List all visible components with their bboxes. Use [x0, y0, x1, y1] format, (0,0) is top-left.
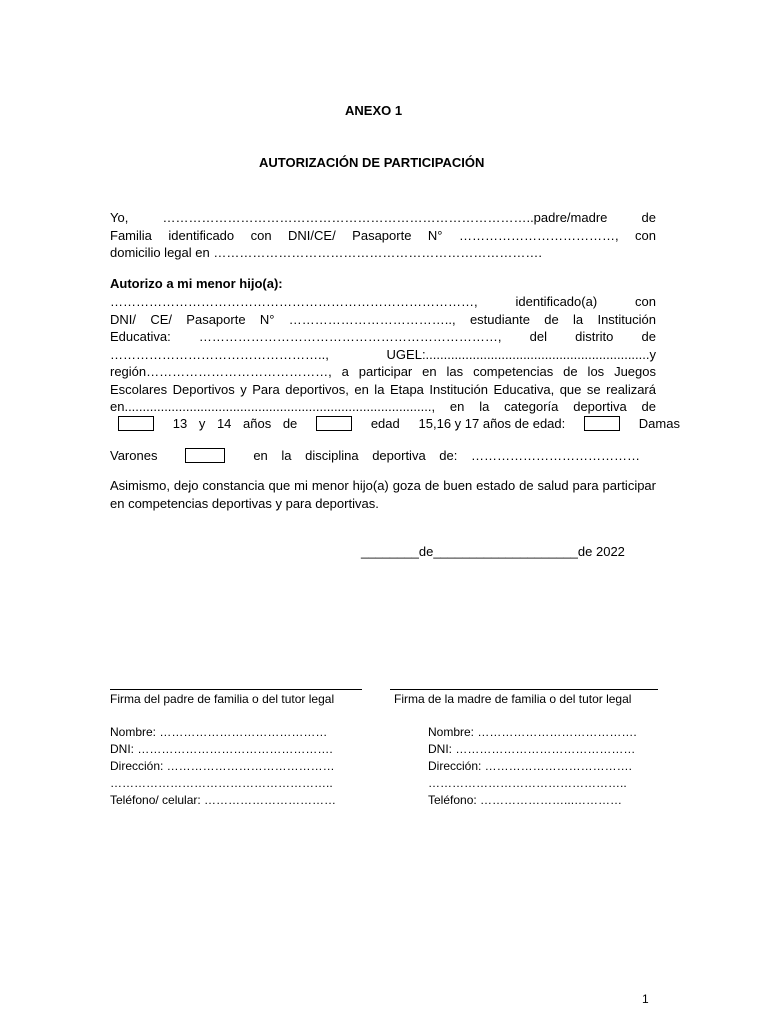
date-day-blank[interactable]: ________: [361, 544, 419, 559]
date-month-blank[interactable]: ____________________: [433, 544, 578, 559]
date-line: [361, 544, 625, 559]
mother-direccion: Dirección: ……………………………….: [428, 759, 633, 773]
intro-line-1: Yo, …………………………………………………………………………..padre/madre de: [110, 210, 656, 225]
intro-paragraph: [110, 209, 656, 262]
father-direccion-cont: ………………………………………………..: [110, 776, 333, 790]
mother-dni: DNI: ………………………………………: [428, 742, 636, 756]
intro-line-2: Familia identificado con DNI/CE/ Pasaporte N° ………………………………, con: [110, 227, 656, 243]
father-direccion: Dirección: ……………………………………: [110, 759, 335, 773]
annex-title: ANEXO 1: [345, 103, 403, 118]
discipline-label: en la disciplina deportiva de: …………………………………: [253, 448, 640, 463]
mother-signature-line[interactable]: [390, 689, 658, 690]
varones-row: [110, 447, 640, 464]
date-de-1: de: [418, 544, 434, 559]
father-nombre: Nombre: ……………………………………: [110, 725, 328, 739]
health-paragraph: Asimismo, dejo constancia que mi menor hijo(a) goza de buen estado de salud para participar en competencias deportivas y para deportivas.: [110, 478, 656, 511]
category-13-14-checkbox[interactable]: [118, 416, 154, 431]
varones-label: Varones: [110, 448, 158, 463]
authorize-line-3: Educativa: ……………………………………………………………, del distrito de: [110, 329, 656, 344]
authorize-line-5: región……………………………………, a participar en las competencias de los Juegos: [110, 364, 656, 379]
category-row: [118, 415, 680, 432]
varones-checkbox[interactable]: [185, 448, 225, 463]
authorize-paragraph: [110, 293, 656, 416]
authorize-heading: Autorizo a mi menor hijo(a):: [110, 276, 283, 291]
mother-nombre: Nombre: ………………………………….: [428, 725, 637, 739]
father-signature-line[interactable]: [110, 689, 362, 690]
category-15-17-label: 15,16 y 17 años de edad:: [418, 416, 566, 431]
category-15-17-checkbox[interactable]: [316, 416, 352, 431]
authorize-line-6: Escolares Deportivos y Para deportivos, en la Etapa Institución Educativa, que se realizará: [110, 381, 656, 397]
authorize-line-4: ………………………………………….., UGEL:..............................................................y: [110, 346, 656, 362]
document-title: AUTORIZACIÓN DE PARTICIPACIÓN: [259, 155, 485, 170]
authorize-line-1: …………………………………………………………………………, identificado(a) con: [110, 294, 656, 309]
date-year: de 2022: [577, 544, 625, 559]
mother-direccion-cont: …………………………………………..: [428, 776, 627, 790]
father-dni: DNI: ………………………………………….: [110, 742, 333, 756]
father-details: [110, 724, 336, 809]
category-edad-label: edad: [370, 416, 400, 431]
mother-signature-caption: Firma de la madre de familia o del tutor legal: [394, 692, 632, 706]
page-number: 1: [642, 992, 649, 1006]
authorize-line-7: en....................................................................................., en la categoría deportiva de: [110, 399, 656, 414]
father-telefono: Teléfono/ celular: ……………………………: [110, 793, 337, 807]
father-signature-caption: Firma del padre de familia o del tutor legal: [110, 692, 335, 706]
category-13-14-label: 13 y 14 años de: [172, 416, 298, 431]
mother-telefono: Teléfono: …………………...…………: [428, 793, 623, 807]
authorize-line-2: DNI/ CE/ Pasaporte N° ……………………………….., estudiante de la Institución: [110, 311, 656, 327]
intro-line-3: domicilio legal en ………………………………………………………………….: [110, 245, 542, 260]
damas-checkbox[interactable]: [584, 416, 620, 431]
mother-details: [428, 724, 637, 809]
damas-label: Damas: [638, 416, 680, 431]
